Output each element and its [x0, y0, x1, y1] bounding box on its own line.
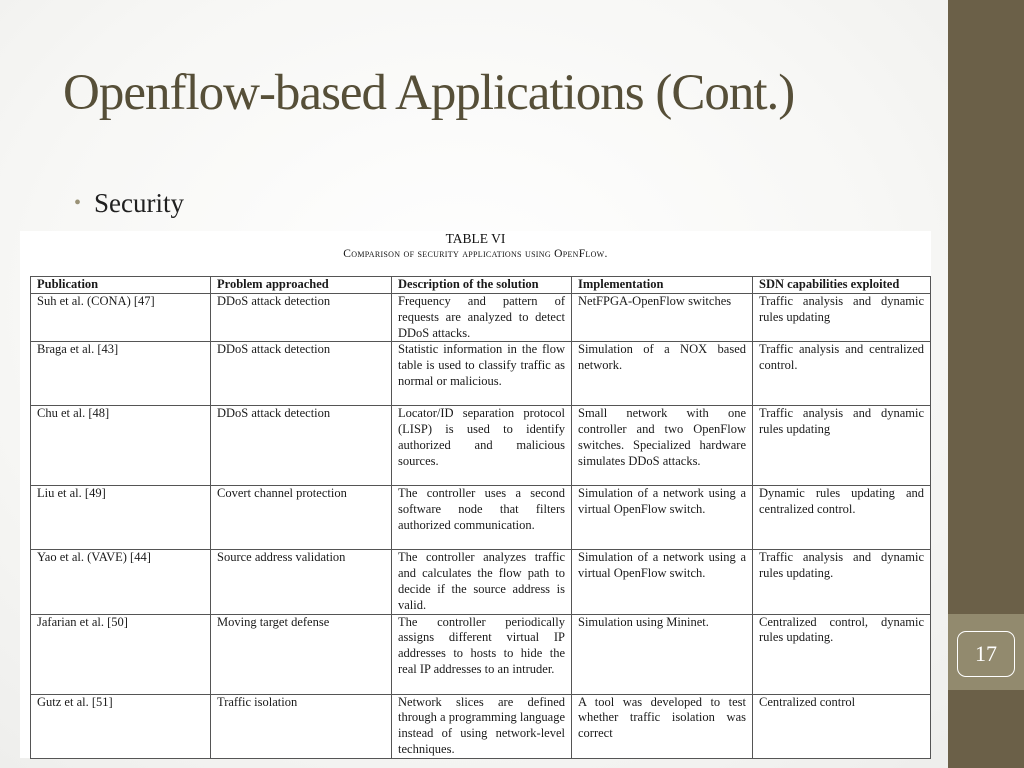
cell-publication: Liu et al. [49] [31, 486, 211, 550]
cell-problem: DDoS attack detection [211, 294, 392, 342]
cell-problem: Covert channel protection [211, 486, 392, 550]
cell-description: The controller periodically assigns different virtual IP addresses to hosts to hide the real IP addresses to an intruder. [392, 614, 572, 694]
cell-description: The controller uses a second software node that filters authorized communication. [392, 486, 572, 550]
bullet-text: Security [94, 188, 184, 218]
cell-description: The controller analyzes traffic and calculates the flow path to decide if the source address is valid. [392, 550, 572, 614]
table-row [31, 550, 931, 614]
cell-publication: Chu et al. [48] [31, 406, 211, 486]
table-caption: Comparison of security applications using OpenFlow. [343, 248, 608, 260]
page-number: 17 [975, 641, 997, 666]
cell-sdn-capabilities: Centralized control, dynamic rules updating. [753, 614, 931, 694]
table-row [31, 342, 931, 406]
header-publication: Publication [31, 277, 211, 294]
cell-sdn-capabilities: Dynamic rules updating and centralized control. [753, 486, 931, 550]
bullet-item [74, 188, 184, 219]
cell-publication: Suh et al. (CONA) [47] [31, 294, 211, 342]
cell-problem: DDoS attack detection [211, 342, 392, 406]
cell-publication: Yao et al. (VAVE) [44] [31, 550, 211, 614]
cell-description: Statistic information in the flow table is used to classify traffic as normal or malicious. [392, 342, 572, 406]
cell-implementation: Simulation of a network using a virtual OpenFlow switch. [572, 550, 753, 614]
table-row [31, 614, 931, 694]
cell-description: Locator/ID separation protocol (LISP) is used to identify authorized and malicious sources. [392, 406, 572, 486]
header-problem: Problem approached [211, 277, 392, 294]
slide-title: Openflow-based Applications (Cont.) [63, 65, 795, 121]
cell-sdn-capabilities: Traffic analysis and dynamic rules updating [753, 406, 931, 486]
header-sdn-capabilities: SDN capabilities exploited [753, 277, 931, 294]
cell-problem: DDoS attack detection [211, 406, 392, 486]
cell-implementation: A tool was developed to test whether traffic isolation was correct [572, 694, 753, 758]
cell-implementation: Small network with one controller and two OpenFlow switches. Specialized hardware simulates DDoS attacks. [572, 406, 753, 486]
table-header-row [31, 277, 931, 294]
cell-problem: Traffic isolation [211, 694, 392, 758]
cell-implementation: Simulation of a network using a virtual OpenFlow switch. [572, 486, 753, 550]
cell-publication: Gutz et al. [51] [31, 694, 211, 758]
table-row [31, 294, 931, 342]
table-row [31, 694, 931, 758]
security-applications-table [30, 276, 931, 759]
cell-sdn-capabilities: Traffic analysis and dynamic rules updating. [753, 550, 931, 614]
table-figure [20, 231, 931, 758]
cell-problem: Source address validation [211, 550, 392, 614]
cell-description: Network slices are defined through a programming language instead of using network-level techniques. [392, 694, 572, 758]
cell-problem: Moving target defense [211, 614, 392, 694]
cell-publication: Braga et al. [43] [31, 342, 211, 406]
header-implementation: Implementation [572, 277, 753, 294]
cell-sdn-capabilities: Traffic analysis and centralized control. [753, 342, 931, 406]
header-description: Description of the solution [392, 277, 572, 294]
cell-implementation: NetFPGA-OpenFlow switches [572, 294, 753, 342]
cell-publication: Jafarian et al. [50] [31, 614, 211, 694]
table-label: TABLE VI [445, 231, 506, 246]
cell-sdn-capabilities: Centralized control [753, 694, 931, 758]
cell-description: Frequency and pattern of requests are analyzed to detect DDoS attacks. [392, 294, 572, 342]
table-row [31, 486, 931, 550]
bullet-dot-icon: • [74, 192, 82, 214]
table-row [31, 406, 931, 486]
cell-implementation: Simulation using Mininet. [572, 614, 753, 694]
cell-sdn-capabilities: Traffic analysis and dynamic rules updating [753, 294, 931, 342]
cell-implementation: Simulation of a NOX based network. [572, 342, 753, 406]
